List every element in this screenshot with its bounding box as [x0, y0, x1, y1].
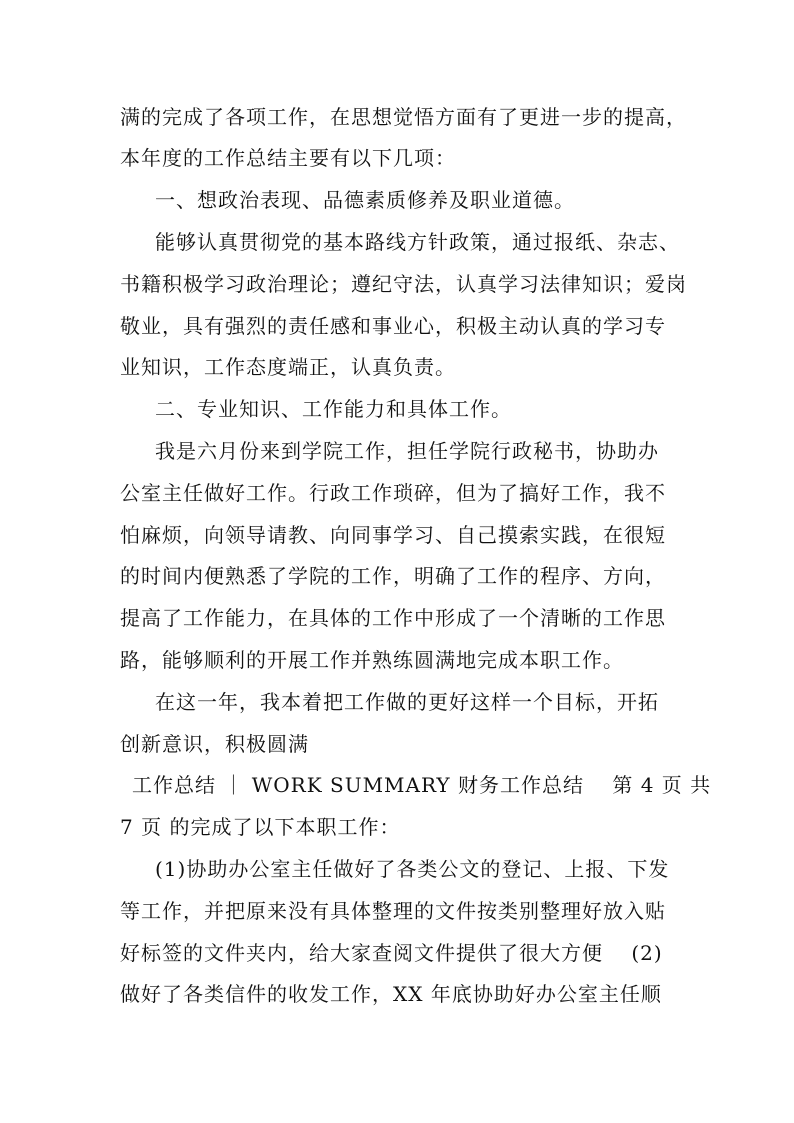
section-heading: 一、想政治表现、品德素质修养及职业道德。: [155, 188, 575, 212]
paragraph-line: 满的完成了各项工作，在思想觉悟方面有了更进一步的提高，: [120, 105, 687, 129]
paragraph-line: 公室主任做好工作。行政工作琐碎，但为了搞好工作，我不: [120, 481, 666, 505]
page-footer-text: 7 页 的完成了以下本职工作：: [120, 815, 401, 839]
paragraph-line: 业知识，工作态度端正，认真负责。: [120, 355, 456, 379]
paragraph-line: 怕麻烦，向领导请教、向同事学习、自己摸索实践，在很短: [120, 523, 666, 547]
paragraph-line: 我是六月份来到学院工作，担任学院行政秘书，协助办: [155, 439, 659, 463]
paragraph-line: 能够认真贯彻党的基本路线方针政策，通过报纸、杂志、: [155, 230, 680, 254]
paragraph-line: 的时间内便熟悉了学院的工作，明确了工作的程序、方向，: [120, 564, 666, 588]
paragraph-line: 提高了工作能力，在具体的工作中形成了一个清晰的工作思: [120, 606, 666, 630]
paragraph-line: 创新意识，积极圆满: [120, 732, 309, 756]
paragraph-line: 敬业，具有强烈的责任感和事业心，积极主动认真的学习专: [120, 314, 666, 338]
paragraph-line: 在这一年，我本着把工作做的更好这样一个目标，开拓: [155, 690, 659, 714]
paragraph-line: 等工作，并把原来没有具体整理的文件按类别整理好放入贴: [120, 899, 666, 923]
paragraph-line: 好标签的文件夹内，给大家查阅文件提供了很大方便 (2): [120, 941, 663, 965]
paragraph-line: 路，能够顺利的开展工作并熟练圆满地完成本职工作。: [120, 648, 624, 672]
section-heading: 二、专业知识、工作能力和具体工作。: [155, 397, 512, 421]
paragraph-line: 书籍积极学习政治理论；遵纪守法，认真学习法律知识；爱岗: [120, 272, 687, 296]
list-item: (1)协助办公室主任做好了各类公文的登记、上报、下发: [155, 857, 670, 881]
paragraph-line: 本年度的工作总结主要有以下几项：: [120, 146, 456, 170]
page-footer-text: 工作总结 ｜ WORK SUMMARY 财务工作总结 第 4 页 共: [132, 773, 712, 797]
paragraph-line: 做好了各类信件的收发工作，XX 年底协助好办公室主任顺: [120, 982, 662, 1006]
